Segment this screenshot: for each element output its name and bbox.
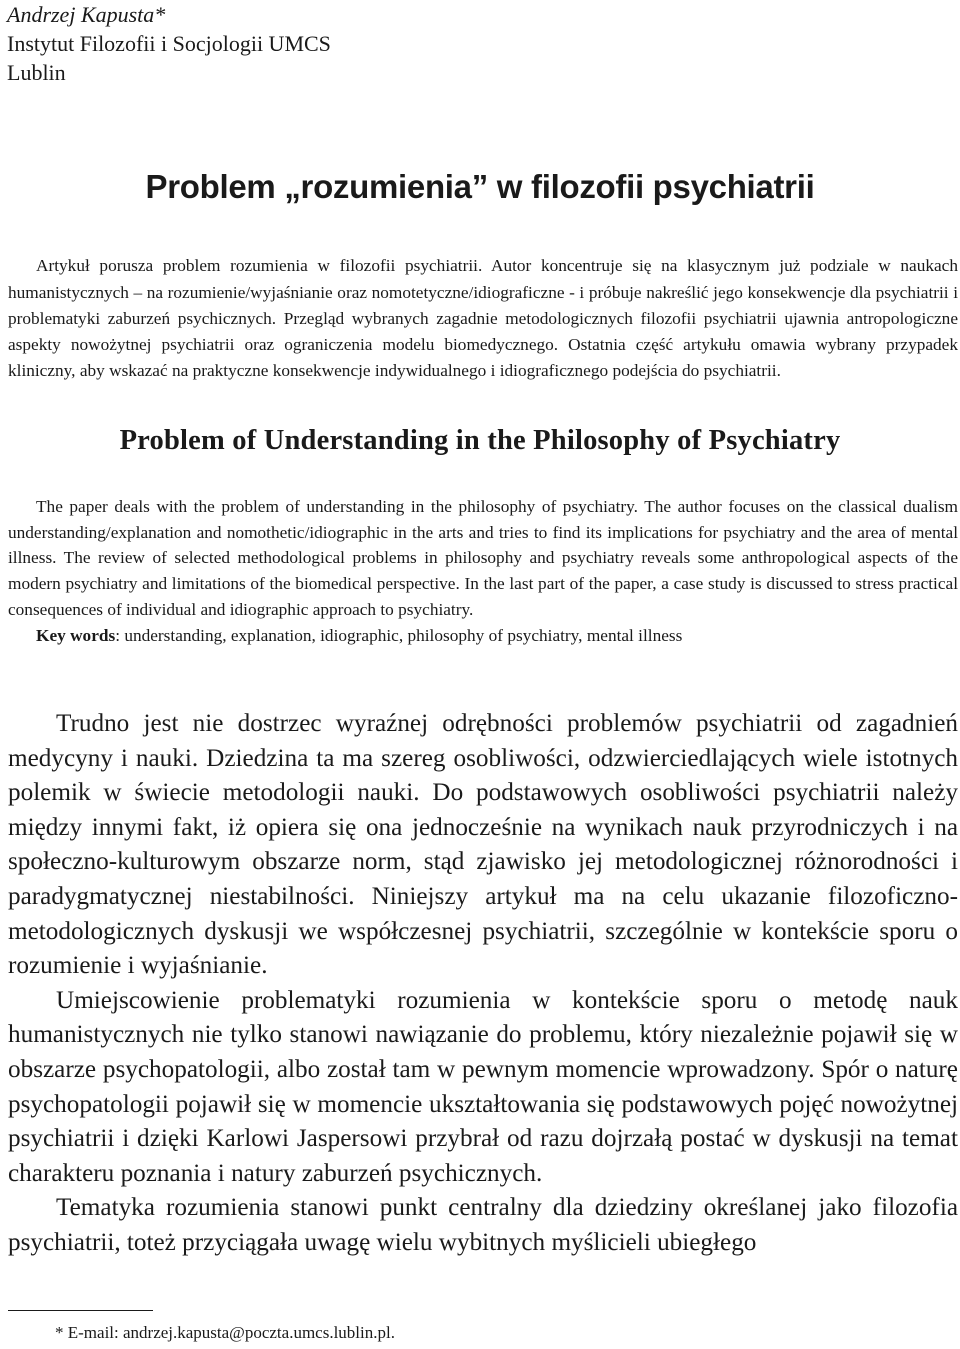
- body-paragraph-2: Umiejscowienie problematyki rozumienia w kontekście sporu o metodę nauk humanistycznych nie tylko stanowi nawiązanie do problemu, który niezależnie pojawił się w obszarze psychopatologii, albo został tam w pewnym momencie wprowadzony. Spór o naturę psychopatologii pojawił się w momencie ukształtowania się podstawowych pojęć nowożytnej psychiatrii i dzięki Karlowi Jaspersowi przybrał od razu dojrzałą postać w dyskusji na temat charakteru poznania i natury zaburzeń psychicznych.: [8, 986, 958, 1187]
- author-institute: Instytut Filozofii i Socjologii UMCS: [7, 31, 331, 56]
- keywords: [8, 623, 958, 649]
- body-paragraph-3: Tematyka rozumienia stanowi punkt centralny dla dziedziny określanej jako filozofia psychiatrii, toteż przyciągała uwagę wielu wybitnych myślicieli ubiegłego: [8, 1194, 958, 1256]
- author-block: [7, 0, 331, 87]
- author-name: Andrzej Kapusta*: [7, 2, 166, 27]
- abstract-polish: Artykuł porusza problem rozumienia w filozofii psychiatrii. Autor koncentruje się na klasycznym już podziale w naukach humanistycznych – na rozumienie/wyjaśnianie oraz nomotetyczne/idiograficzne - i próbuje nakreślić jego konsekwencje dla psychiatrii i problematyki zaburzeń psychicznych. Przegląd wybranych zagadnie metodologicznych filozofii psychiatrii ujawnia antropologiczne aspekty nowożytnej psychiatrii oraz ograniczenia modelu biomedycznego. Ostatnia część artykułu omawia wybrany przypadek kliniczny, aby wskazać na praktyczne konsekwencje indywidualnego i idiograficznego podejścia do psychiatrii.: [8, 256, 958, 381]
- footnote: * E-mail: andrzej.kapusta@poczta.umcs.lublin.pl.: [55, 1323, 395, 1342]
- abstract-english: The paper deals with the problem of understanding in the philosophy of psychiatry. The author focuses on the classical dualism understanding/explanation and nomothetic/idiographic in the arts and tries to find its implications for psychiatry and the area of mental illness. The review of selected methodological problems in philosophy and psychiatry reveals some anthropological aspects of the modern psychiatry and limitations of the biomedical perspective. In the last part of the paper, a case study is discussed to stress practical consequences of individual and idiographic approach to psychiatry.: [8, 497, 958, 619]
- title-polish: Problem „rozumienia” w filozofii psychiatrii: [145, 168, 815, 205]
- keywords-text: : understanding, explanation, idiographic, philosophy of psychiatry, mental illness: [115, 625, 683, 645]
- author-city: Lublin: [7, 60, 66, 85]
- abstract-english-block: [8, 494, 958, 648]
- keywords-label: Key words: [36, 625, 116, 645]
- body-text: [8, 707, 958, 1261]
- title-english: Problem of Understanding in the Philosophy of Psychiatry: [119, 425, 841, 456]
- body-paragraph-1: Trudno jest nie dostrzec wyraźnej odrębności problemów psychiatrii od zagadnień medycyny i nauki. Dziedzina ta ma szereg osobliwości, odzwierciedlających wiele istotnych polemik w świecie metodologii nauki. Do podstawowych osobliwości psychiatrii należy między innymi fakt, iż opiera się ona jednocześnie na wynikach nauk przyrodniczych i na społeczno-kulturowym obszarze norm, stąd zjawisko jej metodologicznej różnorodności i paradygmatycznej niestabilności. Niniejszy artykuł ma na celu ukazanie filozoficzno-metodologicznych dyskusji we współczesnej psychiatrii, szczególnie w kontekście sporu o rozumienie i wyjaśnianie.: [8, 710, 958, 980]
- footnote-divider: [8, 1310, 153, 1311]
